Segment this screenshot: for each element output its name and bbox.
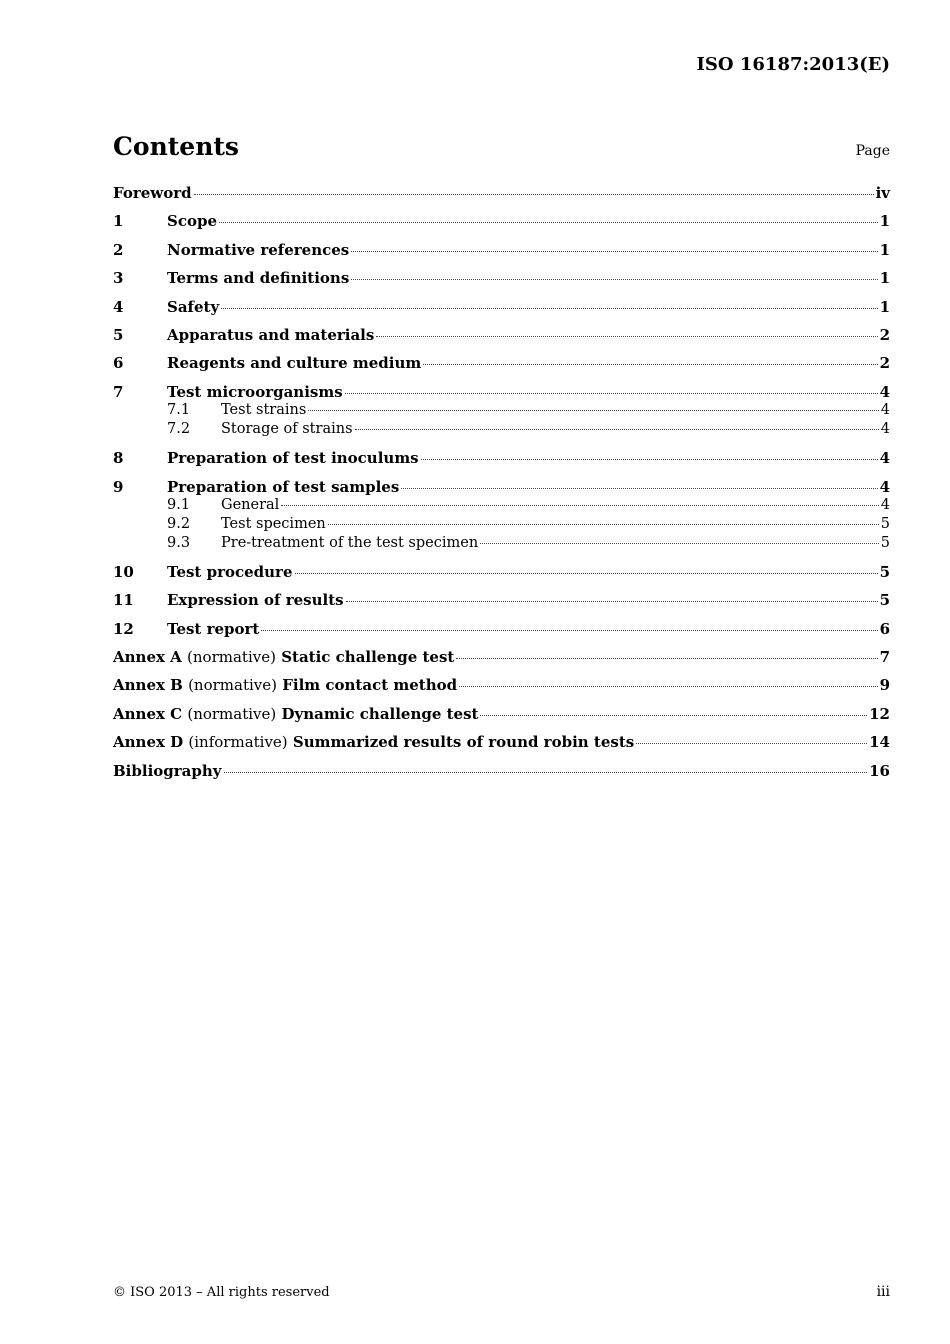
dot-leader [281,505,878,506]
toc-entry-title: Test microorganisms [167,382,343,401]
toc-entry-number: 3 [113,269,124,288]
dot-leader [421,459,878,460]
annex-title: Static challenge test [281,648,455,667]
toc-entry[interactable] [113,733,890,752]
toc-entry[interactable] [113,620,890,639]
toc-entry[interactable] [113,449,890,468]
toc-entry-page: 5 [879,591,890,610]
toc-entry[interactable] [113,383,890,402]
dot-leader [401,488,877,489]
dot-leader [459,686,877,687]
toc-entry-title: Foreword [113,184,192,202]
copyright-notice: © ISO 2013 – All rights reserved [113,1285,330,1300]
toc-entry-page: 12 [869,704,890,723]
toc-entry-title [113,705,478,723]
toc-entry[interactable] [113,478,890,497]
toc-entry-number: 9 [113,477,124,496]
toc-entry-title [113,648,454,666]
toc-entry-page: 16 [869,761,890,780]
toc-entry-number: 2 [113,240,124,259]
toc-entry-number: 10 [113,562,134,581]
toc-entry-title: Apparatus and materials [167,325,375,344]
toc-entry-number: 9.1 [167,496,191,513]
toc-entry[interactable] [113,184,890,203]
toc-entry[interactable] [113,535,890,554]
dot-leader [221,308,877,309]
toc-entry[interactable] [113,212,890,231]
annex-type: (normative) [188,676,277,695]
toc-entry-title: Scope [167,212,218,231]
annex-label: Annex D [113,733,184,752]
toc-entry-page: 4 [880,420,890,437]
toc-entry-page: 6 [879,619,890,638]
annex-label: Annex A [113,648,182,667]
toc-entry-page: 1 [879,269,890,288]
toc-entry-page: iv [875,184,890,202]
toc-entry-title: Storage of strains [221,420,353,437]
toc-entry[interactable] [113,241,890,260]
toc-entry-title: Test strains [221,401,307,418]
toc-entry-page: 1 [879,297,890,316]
dot-leader [295,573,878,574]
dot-leader [351,251,877,252]
toc-entry-title: Test procedure [167,562,293,581]
dot-leader [456,658,877,659]
toc-entry-number: 11 [113,591,134,610]
toc-entry-title: Reagents and culture medium [167,354,422,373]
dot-leader [224,772,868,773]
dot-leader [351,279,877,280]
toc-entry-title: Test specimen [221,515,326,532]
annex-type: (informative) [188,733,288,752]
toc-entry[interactable] [113,648,890,667]
toc-entry-number: 1 [113,212,124,231]
toc-entry[interactable] [113,676,890,695]
dot-leader [346,601,878,602]
toc-entry-title [113,676,457,694]
dot-leader [376,336,877,337]
annex-type: (normative) [187,648,276,667]
page-column-label: Page [855,143,890,159]
toc-entry[interactable] [113,326,890,345]
dot-leader [194,194,874,195]
toc-entry[interactable] [113,563,890,582]
dot-leader [636,743,867,744]
annex-label: Annex C [113,704,183,723]
toc-entry-page: 2 [879,325,890,344]
toc-entry-page: 4 [880,401,890,418]
toc-entry-page: 5 [880,534,890,551]
page-number: iii [876,1284,890,1300]
toc-entry-number: 6 [113,354,124,373]
toc-entry-number: 8 [113,449,124,468]
toc-entry-number: 5 [113,325,124,344]
toc-entry-number: 9.2 [167,515,191,532]
toc-entry-title: Bibliography [113,761,222,780]
toc-entry-title [113,733,634,751]
document-id: ISO 16187:2013(E) [696,54,890,75]
toc-entry[interactable] [113,516,890,535]
toc-entry[interactable] [113,497,890,516]
dot-leader [355,429,879,430]
dot-leader [261,630,877,631]
toc-entry-number: 4 [113,297,124,316]
annex-label: Annex B [113,676,183,695]
toc-entry-page: 1 [879,212,890,231]
toc-entry-number: 7.2 [167,420,191,437]
toc-entry-title: General [221,496,280,513]
dot-leader [480,543,879,544]
toc-entry[interactable] [113,269,890,288]
dot-leader [308,410,879,411]
toc-entry-number: 9.3 [167,534,191,551]
toc-entry-page: 4 [879,477,890,496]
toc-entry-title: Preparation of test inoculums [167,449,419,468]
toc-entry-page: 4 [879,382,890,401]
toc-entry-number: 7 [113,382,124,401]
dot-leader [219,222,878,223]
table-of-contents [113,184,890,781]
dot-leader [345,393,878,394]
toc-entry-number: 7.1 [167,401,191,418]
toc-entry-title: Pre-treatment of the test specimen [221,534,479,551]
annex-title: Summarized results of round robin tests [292,733,635,752]
annex-title: Dynamic challenge test [281,704,479,723]
toc-entry[interactable] [113,298,890,317]
toc-entry-page: 1 [879,240,890,259]
toc-entry-page: 9 [879,676,890,695]
toc-entry[interactable] [113,762,890,781]
toc-entry-page: 5 [879,562,890,581]
annex-type: (normative) [187,704,277,723]
toc-entry-title: Normative references [167,240,350,259]
toc-entry-number: 12 [113,619,134,638]
toc-entry-page: 2 [879,354,890,373]
toc-entry-title: Expression of results [167,591,344,610]
dot-leader [480,715,867,716]
toc-entry-title: Terms and definitions [167,269,350,288]
toc-entry[interactable] [113,402,890,421]
toc-entry-page: 4 [880,496,890,513]
toc-entry[interactable] [113,421,890,440]
contents-heading: Contents [113,132,240,161]
dot-leader [423,364,877,365]
toc-entry-title: Safety [167,297,220,316]
dot-leader [328,524,879,525]
toc-entry-page: 4 [879,449,890,468]
toc-entry-title: Test report [167,619,260,638]
toc-entry-page: 5 [880,515,890,532]
annex-title: Film contact method [282,676,458,695]
toc-entry-title: Preparation of test samples [167,477,400,496]
toc-entry[interactable] [113,354,890,373]
toc-entry-page: 14 [869,733,890,752]
toc-entry[interactable] [113,705,890,724]
toc-entry[interactable] [113,591,890,610]
toc-entry-page: 7 [879,648,890,667]
